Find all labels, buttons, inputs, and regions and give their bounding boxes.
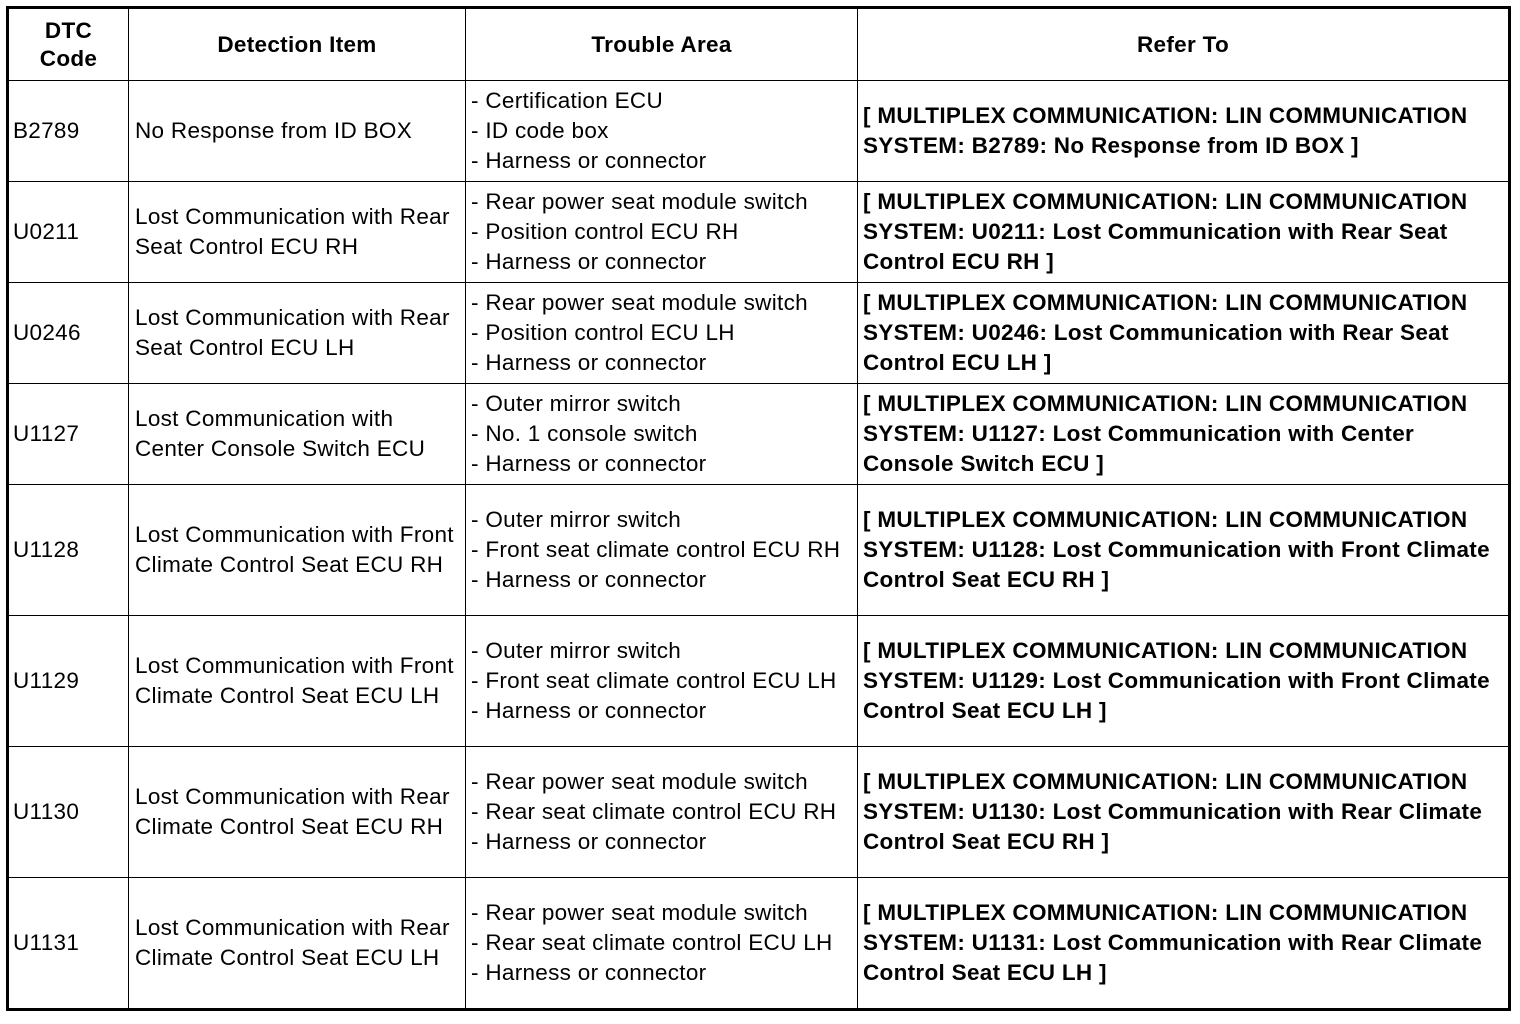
dtc-table-container — [6, 6, 1511, 1011]
refer-to-link[interactable]: [ MULTIPLEX COMMUNICATION: LIN COMMUNICATION SYSTEM: U1131: Lost Communication with Rear Climate Control Seat ECU LH ] — [858, 878, 1510, 1010]
trouble-area-item: - Rear seat climate control ECU LH — [471, 930, 833, 955]
trouble-area-item: - Harness or connector — [471, 249, 707, 274]
trouble-area-item: - Rear seat climate control ECU RH — [471, 799, 837, 824]
trouble-area-item: - Certification ECU — [471, 88, 663, 113]
trouble-area-item: - Rear power seat module switch — [471, 189, 808, 214]
trouble-area-item: - Rear power seat module switch — [471, 900, 808, 925]
trouble-area-item: - Position control ECU LH — [471, 320, 735, 345]
dtc-code-cell: B2789 — [8, 81, 129, 182]
trouble-area-item: - No. 1 console switch — [471, 421, 698, 446]
detection-item-cell: Lost Communication with Rear Climate Control Seat ECU RH — [129, 747, 466, 878]
table-row — [8, 878, 1510, 1010]
detection-item-cell: Lost Communication with Rear Seat Control ECU RH — [129, 182, 466, 283]
trouble-area-item: - Front seat climate control ECU RH — [471, 537, 841, 562]
trouble-area-item: - Harness or connector — [471, 960, 707, 985]
table-row — [8, 81, 1510, 182]
refer-to-link[interactable]: [ MULTIPLEX COMMUNICATION: LIN COMMUNICATION SYSTEM: U1128: Lost Communication with Front Climate Control Seat ECU RH ] — [858, 485, 1510, 616]
detection-item-cell: No Response from ID BOX — [129, 81, 466, 182]
refer-to-link[interactable]: [ MULTIPLEX COMMUNICATION: LIN COMMUNICATION SYSTEM: U0246: Lost Communication with Rear Seat Control ECU LH ] — [858, 283, 1510, 384]
trouble-area-cell — [466, 616, 858, 747]
table-row — [8, 182, 1510, 283]
detection-item-cell: Lost Communication with Rear Seat Control ECU LH — [129, 283, 466, 384]
trouble-area-item: - Harness or connector — [471, 350, 707, 375]
header-detection-item: Detection Item — [129, 8, 466, 81]
trouble-area-item: - Harness or connector — [471, 451, 707, 476]
trouble-area-item: - Harness or connector — [471, 829, 707, 854]
trouble-area-item: - Harness or connector — [471, 698, 707, 723]
trouble-area-cell — [466, 182, 858, 283]
table-row — [8, 485, 1510, 616]
table-row — [8, 384, 1510, 485]
header-dtc-code: DTC Code — [8, 8, 129, 81]
dtc-code-cell: U1127 — [8, 384, 129, 485]
table-row — [8, 747, 1510, 878]
trouble-area-item: - ID code box — [471, 118, 609, 143]
header-trouble-area: Trouble Area — [466, 8, 858, 81]
trouble-area-item: - Front seat climate control ECU LH — [471, 668, 837, 693]
dtc-code-cell: U1129 — [8, 616, 129, 747]
trouble-area-cell — [466, 283, 858, 384]
trouble-area-item: - Harness or connector — [471, 148, 707, 173]
trouble-area-item: - Rear power seat module switch — [471, 769, 808, 794]
dtc-code-cell: U0211 — [8, 182, 129, 283]
trouble-area-cell — [466, 384, 858, 485]
refer-to-link[interactable]: [ MULTIPLEX COMMUNICATION: LIN COMMUNICATION SYSTEM: U1130: Lost Communication with Rear Climate Control Seat ECU RH ] — [858, 747, 1510, 878]
detection-item-cell: Lost Communication with Front Climate Control Seat ECU LH — [129, 616, 466, 747]
header-refer-to: Refer To — [858, 8, 1510, 81]
dtc-code-cell: U0246 — [8, 283, 129, 384]
trouble-area-item: - Outer mirror switch — [471, 391, 682, 416]
refer-to-link[interactable]: [ MULTIPLEX COMMUNICATION: LIN COMMUNICATION SYSTEM: U1129: Lost Communication with Front Climate Control Seat ECU LH ] — [858, 616, 1510, 747]
dtc-table — [6, 6, 1511, 1011]
refer-to-link[interactable]: [ MULTIPLEX COMMUNICATION: LIN COMMUNICATION SYSTEM: B2789: No Response from ID BOX ] — [858, 81, 1510, 182]
dtc-code-cell: U1131 — [8, 878, 129, 1010]
trouble-area-item: - Rear power seat module switch — [471, 290, 808, 315]
detection-item-cell: Lost Communication with Center Console Switch ECU — [129, 384, 466, 485]
detection-item-cell: Lost Communication with Rear Climate Control Seat ECU LH — [129, 878, 466, 1010]
trouble-area-cell — [466, 747, 858, 878]
dtc-code-cell: U1128 — [8, 485, 129, 616]
trouble-area-item: - Outer mirror switch — [471, 638, 682, 663]
trouble-area-item: - Harness or connector — [471, 567, 707, 592]
trouble-area-item: - Outer mirror switch — [471, 507, 682, 532]
header-row — [8, 8, 1510, 81]
table-row — [8, 616, 1510, 747]
trouble-area-cell — [466, 81, 858, 182]
table-row — [8, 283, 1510, 384]
trouble-area-cell — [466, 878, 858, 1010]
detection-item-cell: Lost Communication with Front Climate Control Seat ECU RH — [129, 485, 466, 616]
trouble-area-cell — [466, 485, 858, 616]
table-body — [8, 81, 1510, 1010]
trouble-area-item: - Position control ECU RH — [471, 219, 739, 244]
refer-to-link[interactable]: [ MULTIPLEX COMMUNICATION: LIN COMMUNICATION SYSTEM: U1127: Lost Communication with Center Console Switch ECU ] — [858, 384, 1510, 485]
dtc-code-cell: U1130 — [8, 747, 129, 878]
refer-to-link[interactable]: [ MULTIPLEX COMMUNICATION: LIN COMMUNICATION SYSTEM: U0211: Lost Communication with Rear Seat Control ECU RH ] — [858, 182, 1510, 283]
